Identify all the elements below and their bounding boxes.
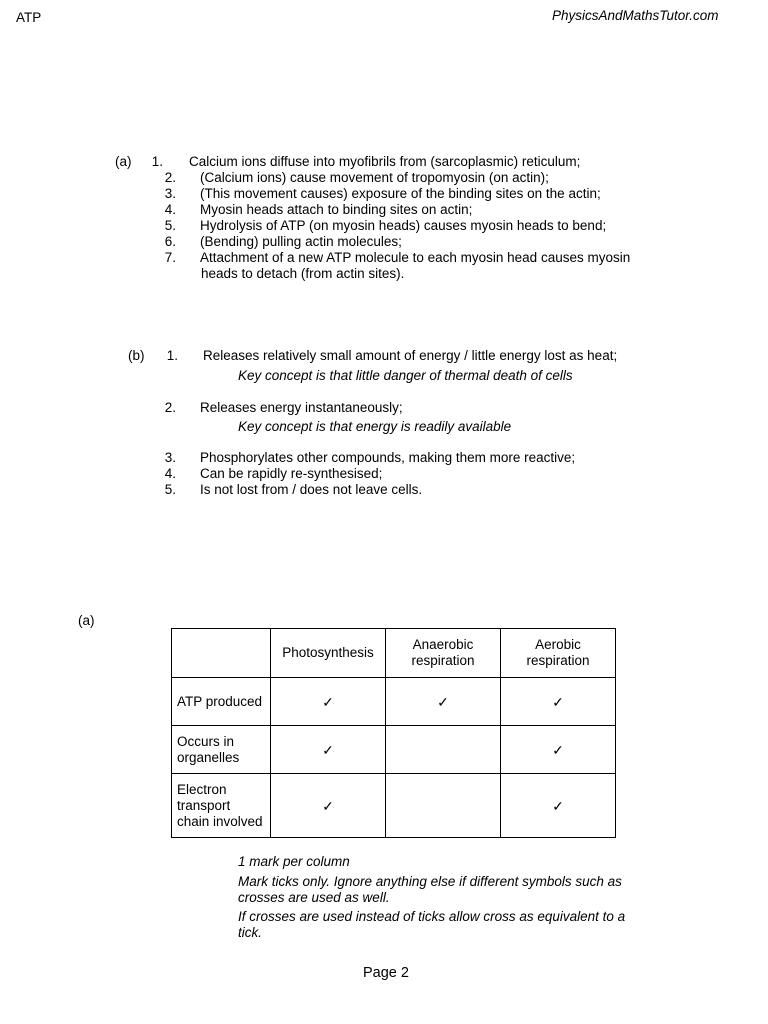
header-anaerobic: Anaerobic respiration — [411, 637, 475, 668]
table-row — [172, 774, 616, 838]
item-text: (Calcium ions) cause movement of tropomyosin (on actin); — [200, 170, 549, 185]
tick-mark: ✓ — [552, 741, 564, 758]
marking-note: Mark ticks only. Ignore anything else if different symbols such as crosses are used as well. — [238, 874, 622, 905]
row-label: ATP produced — [172, 678, 271, 726]
table-header-cell: Photosynthesis — [271, 629, 386, 678]
section-c-label: (a) — [78, 613, 95, 628]
item-number: 2. — [164, 170, 176, 185]
item-number: 3. — [164, 186, 176, 201]
document-title: ATP — [16, 10, 42, 25]
item-number: 7. — [164, 250, 176, 265]
item-number: 4. — [164, 466, 176, 481]
item-number: 2. — [164, 400, 176, 415]
item-text: Releases energy instantaneously; — [200, 400, 403, 415]
table-cell — [501, 678, 616, 726]
table-cell — [271, 678, 386, 726]
table-header-row — [172, 629, 616, 678]
item-number: 3. — [164, 450, 176, 465]
item-note: Key concept is that energy is readily available — [238, 419, 512, 434]
table-cell — [501, 774, 616, 838]
item-number: 5. — [164, 218, 176, 233]
table-cell — [386, 774, 501, 838]
source-site: PhysicsAndMathsTutor.com — [552, 8, 719, 23]
tick-mark: ✓ — [552, 693, 564, 710]
table-row — [172, 678, 616, 726]
item-text: Myosin heads attach to binding sites on actin; — [200, 202, 473, 217]
item-number: 6. — [164, 234, 176, 249]
table-header-cell — [386, 629, 501, 678]
item-text: Is not lost from / does not leave cells. — [200, 482, 423, 497]
item-text: Attachment of a new ATP molecule to each myosin head causes myosin — [200, 250, 631, 265]
tick-mark: ✓ — [322, 693, 334, 710]
table-cell — [386, 726, 501, 774]
item-text: Can be rapidly re-synthesised; — [200, 466, 383, 481]
marking-note: If crosses are used instead of ticks allow cross as equivalent to a tick. — [238, 909, 626, 940]
item-number: 1. — [151, 154, 163, 169]
tick-mark: ✓ — [552, 797, 564, 814]
item-text-continuation: heads to detach (from actin sites). — [201, 266, 405, 281]
table-row — [172, 726, 616, 774]
marking-note: 1 mark per column — [238, 854, 350, 869]
table-header-cell — [501, 629, 616, 678]
table-cell — [271, 726, 386, 774]
item-number: 1. — [166, 348, 178, 363]
item-text: (This movement causes) exposure of the binding sites on the actin; — [200, 186, 601, 201]
item-text: Phosphorylates other compounds, making them more reactive; — [200, 450, 576, 465]
row-label: Electron transport chain involved — [172, 774, 271, 838]
tick-mark: ✓ — [322, 797, 334, 814]
section-b-label: (b) — [128, 348, 145, 363]
item-number: 4. — [164, 202, 176, 217]
table-header-cell — [172, 629, 271, 678]
table-cell — [386, 678, 501, 726]
row-label: Occurs in organelles — [172, 726, 271, 774]
section-a-label: (a) — [115, 154, 132, 169]
item-text: Hydrolysis of ATP (on myosin heads) causes myosin heads to bend; — [200, 218, 607, 233]
item-number: 5. — [164, 482, 176, 497]
item-note: Key concept is that little danger of thermal death of cells — [238, 368, 573, 383]
tick-mark: ✓ — [437, 693, 449, 710]
table-cell — [271, 774, 386, 838]
page-number: Page 2 — [363, 965, 409, 981]
item-text: (Bending) pulling actin molecules; — [200, 234, 402, 249]
item-text: Releases relatively small amount of energy / little energy lost as heat; — [203, 348, 618, 363]
item-text: Calcium ions diffuse into myofibrils from (sarcoplasmic) reticulum; — [189, 154, 581, 169]
tick-mark: ✓ — [322, 741, 334, 758]
table-cell — [501, 726, 616, 774]
header-aerobic: Aerobic respiration — [526, 637, 590, 668]
comparison-table — [171, 628, 616, 838]
